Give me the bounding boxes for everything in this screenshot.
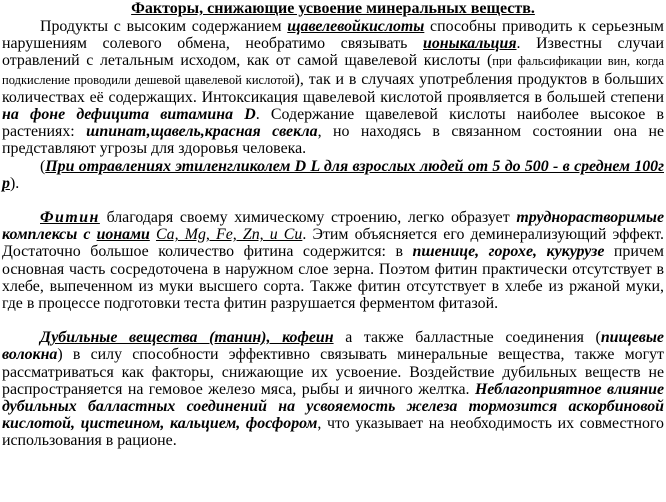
paragraph-gap-2: [2, 312, 664, 329]
p1-text-3: . Известны случаи отравлений с летальным исходом, как от самой щавелевой кислоты (: [2, 35, 664, 70]
p4-term-tannins: Дубильные вещества (танин), кофеин: [40, 329, 334, 347]
p2-open: (: [40, 157, 46, 175]
p4-text-1: а также балластные соединения (: [333, 329, 601, 347]
p3-text-1: благодаря своему химическому строению, легко образует: [99, 209, 517, 227]
p3-term-ions: ионами: [96, 226, 150, 244]
p2-term-ethylene-glycol: При отравлениях этиленгликолем D L для взрослых людей от 5 до 500 - в среднем 100г р: [2, 157, 664, 192]
paragraph-phytin: [2, 209, 664, 312]
p2-close: ).: [9, 174, 20, 192]
p4-term-iron-absorption: Неблагоприятное влияние дубильных балластных соединений на усвояемость железа тормозится аскорбиновой кислотой, цистеином, кальцием, фосфором: [2, 380, 664, 433]
p1-text-2: способны приводить к серьезным нарушениям солевого обмена, необратимо связывать: [2, 18, 664, 53]
p1-small-note: при фальсификации вин, когда подкисление проводили дешевой щавелевой кислотой: [2, 54, 664, 87]
page-title: Факторы, снижающие усвоение минеральных веществ.: [131, 0, 535, 17]
p4-term-fibers: пищевые волокна: [2, 329, 664, 364]
p3-term-minerals: Са, Mg, Fe, Zn, и Cu: [155, 226, 303, 244]
paragraph-oxalic-acid: [2, 18, 664, 158]
p1-text-6: , но находясь в связанном состоянии она не представляют угрозы для здоровья человека.: [2, 123, 665, 158]
p4-text-3: , что указывает на необходимость их совместного использования в рационе.: [2, 415, 664, 450]
document-page: [2, 0, 664, 450]
p1-text-5: . Содержание щавелевой кислоты наиболее высокое в растениях:: [2, 106, 665, 141]
paragraph-tannins: [2, 329, 664, 449]
paragraph-ethylene-glycol: [2, 158, 664, 192]
p3-text-4: . Этим объясняется его деминерализующий эффект. Достаточно большое количество фитина содержится: в: [2, 226, 664, 261]
p1-text-4: ), так и в случаях употребления продуктов в больших количествах её содержащих. Интоксикация щавелевой кислотой проявляется в большей степени: [2, 70, 664, 106]
p1-term-oxalic-acid: щавелевойкислоты: [287, 18, 425, 35]
p1-term-plants: шпинат,щавель,красная свекла: [86, 123, 318, 141]
paragraph-gap: [2, 192, 664, 209]
p1-term-vitamin-d: на фоне дефицита витамина D: [2, 106, 256, 124]
p4-text-2: ) в силу способности эффективно связывать минеральные вещества, также могут рассматриваться как факторы, снижающие их усвоение. Воздействие дубильных веществ не распространяется на гемовое железо мяса, рыбы и яичного желтка.: [2, 346, 664, 398]
p1-term-calcium-ions: ионыкальция: [423, 35, 517, 53]
p3-term-complexes: труднорастворимые комплексы с: [2, 209, 664, 244]
p3-term-phytin: Фитин: [40, 209, 100, 227]
p3-term-grains: пшенице, горохе, кукурузе: [412, 243, 605, 261]
p3-text-5: причем основная часть сосредоточена в наружном слое зерна. Поэтом фитин практически отсутствует в хлебе, выпеченном из муки высшего сорта. Также фитин отсутствует в хлебе из ржаной муки, где в процессе подготовки теста фитин разрушается ферментом фитазой.: [2, 243, 664, 313]
p1-text-1: Продукты с высоким содержанием: [40, 18, 288, 35]
